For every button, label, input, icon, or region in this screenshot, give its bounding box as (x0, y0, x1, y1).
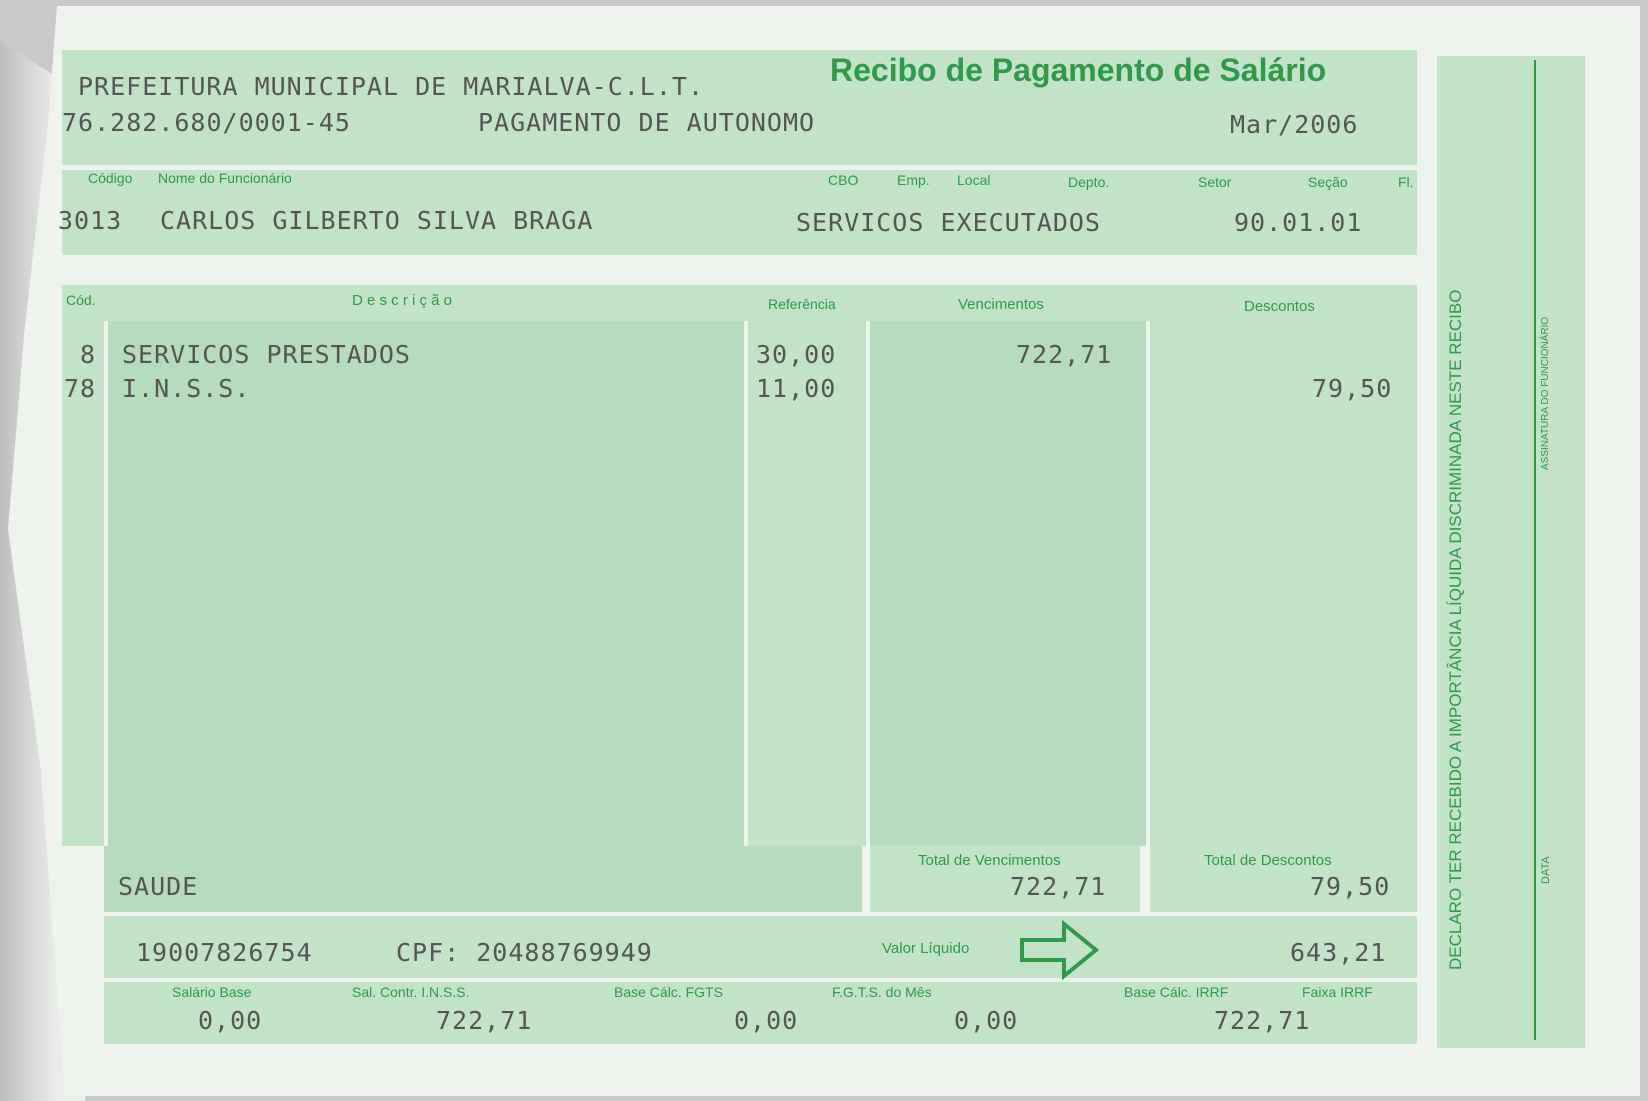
row-2-descricao: I.N.S.S. (122, 374, 251, 403)
date-label: DATA (1540, 856, 1552, 884)
header-descricao: D e s c r i ç ã o (352, 292, 453, 309)
row-1-descricao: SERVICOS PRESTADOS (122, 340, 411, 369)
sal-contr-inss-label: Sal. Contr. I.N.S.S. (352, 984, 470, 1000)
signature-line (1534, 60, 1536, 1040)
label-fl: Fl. (1398, 174, 1414, 190)
table-header-band (62, 285, 1417, 321)
label-cbo: CBO (828, 172, 859, 188)
col-vencimentos (870, 321, 1146, 846)
row-1-referencia: 30,00 (756, 340, 837, 369)
row-1-vencimentos: 722,71 (1016, 340, 1113, 369)
employer-line: PREFEITURA MUNICIPAL DE MARIALVA-C.L.T. (78, 72, 704, 101)
valor-liquido-label: Valor Líquido (882, 940, 970, 957)
salario-base: 0,00 (198, 1006, 263, 1035)
header-referencia: Referência (768, 296, 836, 312)
id-number: 19007826754 (136, 938, 313, 967)
row-1-cod: 8 (80, 340, 97, 369)
document-title: Recibo de Pagamento de Salário (830, 52, 1327, 88)
note-box (104, 846, 862, 912)
label-codigo: Código (88, 170, 133, 186)
sal-contr-inss: 722,71 (436, 1006, 533, 1035)
base-calc-fgts-label: Base Cálc. FGTS (614, 984, 723, 1000)
base-calc-irrf: 722,71 (1214, 1006, 1311, 1035)
label-secao: Seção (1308, 174, 1348, 190)
valor-liquido: 643,21 (1290, 938, 1387, 967)
label-setor: Setor (1198, 174, 1232, 190)
header-descontos: Descontos (1244, 298, 1315, 315)
declaration-text: DECLARO TER RECEBIDO A IMPORTÂNCIA LÍQUIDA DISCRIMINADA NESTE RECIBO (1446, 289, 1465, 970)
label-emp: Emp. (897, 172, 930, 188)
cnpj-line: 76.282.680/0001-45 (62, 108, 351, 137)
row-2-cod: 78 (64, 374, 97, 403)
label-nome: Nome do Funcionário (158, 170, 292, 186)
payment-type: PAGAMENTO DE AUTONOMO (478, 108, 816, 137)
total-vencimentos: 722,71 (1010, 872, 1107, 901)
header-vencimentos: Vencimentos (958, 296, 1044, 313)
total-descontos-label: Total de Descontos (1204, 852, 1332, 869)
label-local: Local (957, 172, 991, 188)
label-depto: Depto. (1068, 174, 1110, 190)
row-2-referencia: 11,00 (756, 374, 837, 403)
period: Mar/2006 (1230, 110, 1359, 139)
employee-section: 90.01.01 (1234, 208, 1363, 237)
employee-code: 3013 (58, 206, 123, 235)
signature-label: ASSINATURA DO FUNCIONÁRIO (1540, 316, 1551, 470)
fgts-mes: 0,00 (954, 1006, 1019, 1035)
fgts-mes-label: F.G.T.S. do Mês (832, 984, 932, 1000)
total-vencimentos-label: Total de Vencimentos (918, 852, 1061, 869)
arrow-right-icon (1020, 920, 1100, 980)
cpf: CPF: 20488769949 (396, 938, 653, 967)
total-descontos: 79,50 (1310, 872, 1391, 901)
header-cod: Cód. (66, 292, 96, 308)
employee-name: CARLOS GILBERTO SILVA BRAGA (160, 206, 594, 235)
salario-base-label: Salário Base (172, 984, 252, 1000)
note-text: SAUDE (118, 872, 199, 901)
base-calc-irrf-label: Base Cálc. IRRF (1124, 984, 1229, 1000)
row-2-descontos: 79,50 (1312, 374, 1393, 403)
base-calc-fgts: 0,00 (734, 1006, 799, 1035)
faixa-irrf-label: Faixa IRRF (1302, 984, 1373, 1000)
employee-department: SERVICOS EXECUTADOS (796, 208, 1101, 237)
